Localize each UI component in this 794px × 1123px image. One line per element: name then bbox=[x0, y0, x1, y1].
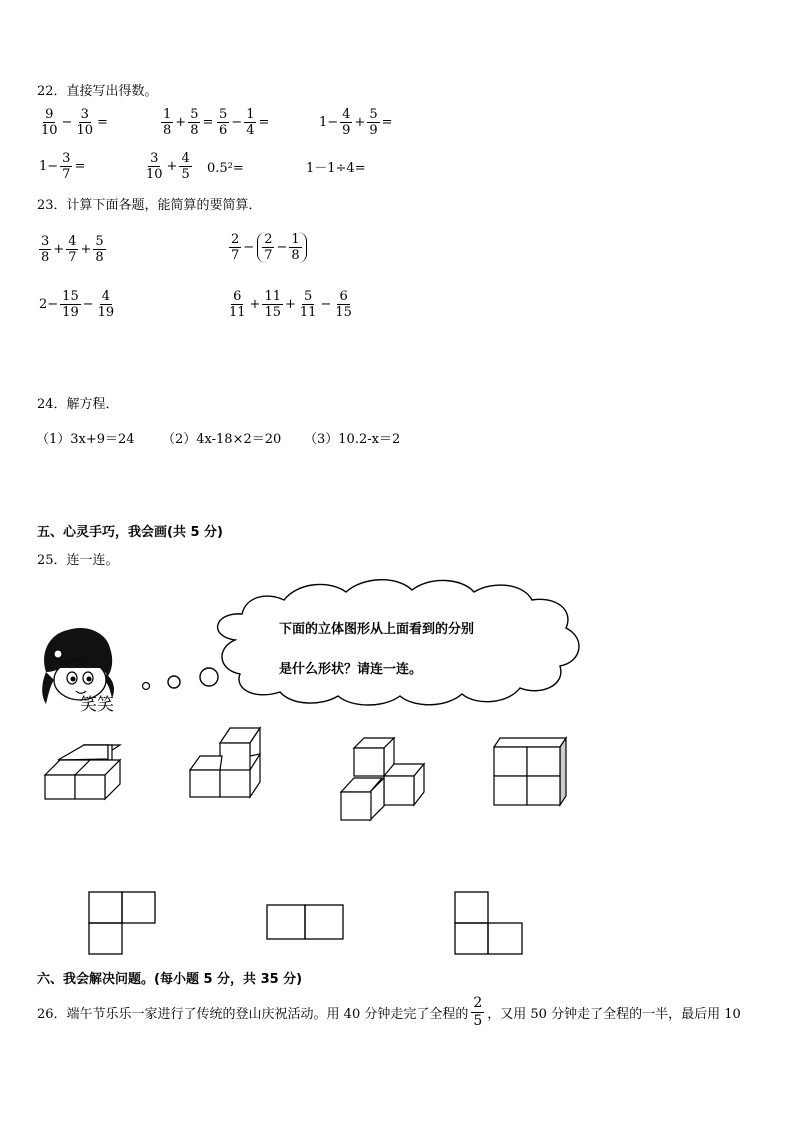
q26-text-part-1: 26．端午节乐乐一家进行了传统的登山庆祝活动。用 40 分钟走完了全程的 bbox=[37, 1007, 469, 1022]
q22-expr-3: $\frac{5}{6}$ − $\frac{1}{4}$ = bbox=[219, 107, 270, 138]
q23-expr-2: $\frac{2}{7}$ − $\frac{2}{7}$ − $\frac{1}{8}$ bbox=[228, 232, 309, 263]
parentheses: $\frac{2}{7}$ − $\frac{1}{8}$ bbox=[257, 232, 306, 263]
q22-expr-1: $\frac{9}{10}$ − $\frac{3}{10}$ = bbox=[41, 107, 108, 138]
q23-expr-1: $\frac{3}{8}$ + $\frac{4}{7}$ + $\frac{5}{8}$ bbox=[41, 234, 104, 265]
top-view-2 bbox=[267, 905, 343, 939]
q22-title: 22．直接写出得数。 bbox=[37, 84, 158, 99]
q22-expr-8: 1－1÷4= bbox=[306, 161, 366, 176]
q22-expr-6: $\frac{3}{10}$ + $\frac{4}{5}$ bbox=[146, 151, 190, 182]
q24-equation-1: （1）3x+9＝24 bbox=[36, 432, 135, 447]
solid-2 bbox=[190, 728, 260, 797]
q23-title: 23．计算下面各题，能简算的要简算． bbox=[37, 198, 262, 213]
section-6-heading: 六、我会解决问题。(每小题 5 分，共 35 分) bbox=[37, 972, 303, 987]
q24-equation-2: （2）4x-18×2＝20 bbox=[162, 432, 282, 447]
q25-title: 25．连一连。 bbox=[37, 553, 119, 568]
solid-3 bbox=[341, 738, 424, 820]
q23-expr-3: 2− $\frac{15}{19}$ − $\frac{4}{19}$ bbox=[39, 289, 115, 320]
q22-expr-5: 1− $\frac{3}{7}$ = bbox=[39, 151, 86, 182]
cloud-text-line-2: 是什么形状？请连一连。 bbox=[279, 662, 423, 677]
q23-expr-4: $\frac{6}{11}$ + $\frac{11}{15}$ + $\frac{5}{11}$ − $\frac{6}{15}$ bbox=[229, 289, 352, 320]
top-view-3 bbox=[455, 892, 522, 954]
top-view-1 bbox=[89, 892, 155, 954]
fraction-two-fifths: $\frac{2}{5}$ bbox=[473, 995, 483, 1029]
girl-name: 笑笑 bbox=[80, 695, 114, 715]
q26-text bbox=[37, 995, 741, 1030]
solid-4 bbox=[494, 738, 566, 805]
q22-expr-4: 1− $\frac{4}{9}$ + $\frac{5}{9}$ = bbox=[319, 107, 393, 138]
cloud-text-line-1: 下面的立体图形从上面看到的分别 bbox=[279, 622, 475, 637]
q24-title: 24．解方程． bbox=[37, 397, 119, 412]
solid-1 bbox=[45, 745, 120, 799]
q24-equation-3: （3）10.2-x＝2 bbox=[304, 432, 401, 447]
section-5-heading: 五、心灵手巧，我会画(共 5 分) bbox=[37, 525, 223, 540]
q22-expr-7: 0.5²= bbox=[207, 161, 244, 176]
q22-expr-2: $\frac{1}{8}$ + $\frac{5}{8}$ = bbox=[163, 107, 214, 138]
q26-text-part-2: ，又用 50 分钟走了全程的一半，最后用 10 bbox=[487, 1007, 741, 1022]
